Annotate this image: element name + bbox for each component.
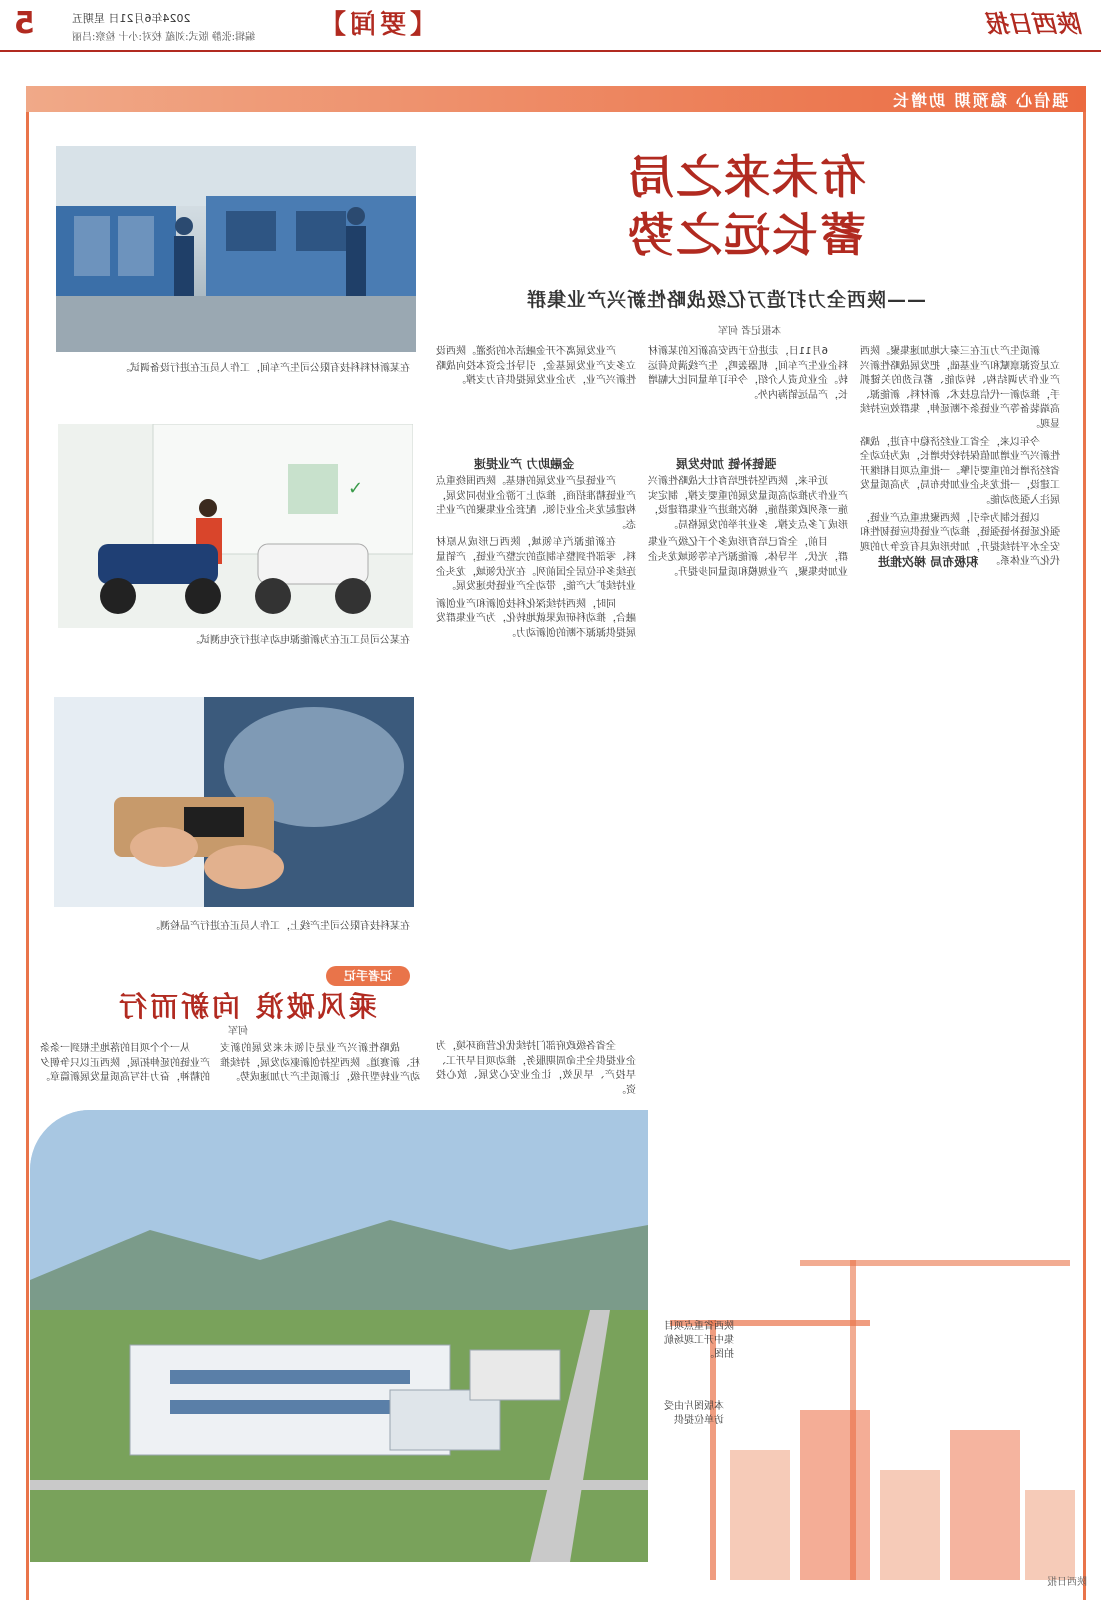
footer-label: 陕西日报: [1047, 1577, 1087, 1588]
banner-slogan: 强信心 稳预期 助增长: [890, 91, 1068, 110]
article-column-3: [436, 475, 636, 1095]
section-heading: 强链补链 加快发展: [676, 457, 777, 471]
photo-ev-charging: [58, 424, 413, 628]
frame-banner: [26, 86, 1086, 112]
page-number: 5: [14, 6, 35, 41]
article-column-4: [436, 1040, 636, 1100]
newspaper-logo: 陕西日报: [987, 9, 1083, 38]
subheadline: ——陕西全力打造万亿级战略性新兴产业集群: [526, 289, 927, 311]
headline-line-2: 蓄长远之势: [626, 208, 866, 262]
article-column-2: [648, 475, 848, 1095]
paragraph: 6月11日，走进位于西安高新区的某新材料企业生产车间，机器轰鸣，生产线满负荷运转。企业负责人介绍，今年订单量同比大幅增长，产品远销海内外。: [648, 346, 848, 401]
section-heading: 金融助力 产业提速: [474, 457, 575, 471]
commentary-tag-label: 记者手记: [344, 969, 393, 983]
commentary-column-1: [220, 1042, 420, 1102]
photo-credit: 本版图片由受访单位提供: [664, 1401, 724, 1426]
photo-caption: 陕西省重点项目集中开工现场航拍图。: [664, 1321, 734, 1360]
paragraph: 战略性新兴产业是引领未来发展的新支柱、新赛道。陕西坚持创新驱动发展，持续推动产业转型升级，让新质生产力加速成势。: [220, 1043, 420, 1084]
article-column-2-top: [648, 345, 848, 465]
photo-caption: 在某科技有限公司生产线上，工作人员正在进行产品检测。: [150, 921, 410, 932]
headline-line-1: 布未来之局: [626, 150, 866, 204]
paragraph: 今年以来，全省工业经济稳中有进，战略性新兴产业增加值保持较快增长，成为拉动全省经济增长的重要引擎。一批重点项目相继开工建设，一批龙头企业加快布局，为高质量发展注入强劲动能。: [860, 436, 1060, 506]
paragraph: 产业发展离不开金融活水的浇灌。陕西设立多支产业发展基金，引导社会资本投向战略性新兴产业，为企业发展提供有力支撑。: [436, 346, 636, 387]
paragraph: 以链长制为牵引，陕西聚焦重点产业链，强化延链补链强链，推动产业链供应链韧性和安全水平持续提升，加快形成具有竞争力的现代化产业体系。: [860, 512, 1060, 568]
date-line: 2024年6月21日 星期五: [72, 12, 191, 25]
ev-charging-illustration: [58, 424, 413, 628]
photo-caption: 在某公司员工正在为新能源电动车进行充电测试。: [190, 635, 410, 646]
editors-line: 编辑:张静 版式:刘蕴 校对:小十 检察:吕丽: [72, 32, 256, 43]
photo-workshop: [56, 146, 416, 352]
paragraph: 产业链是产业发展的根基。陕西围绕重点产业链精准招商，推动上下游企业协同发展，构建起龙头企业引领、配套企业集聚的产业生态。: [436, 476, 636, 531]
workshop-illustration: [56, 146, 416, 352]
masthead: [0, 0, 1101, 52]
paragraph: 同时，陕西持续深化科技创新和产业创新融合，推动科研成果就地转化，为产业集群发展提供源源不断的创新动力。: [436, 598, 636, 639]
headline: [626, 148, 896, 264]
photo-caption: 在某新材料科技有限公司生产车间，工作人员正在进行设备调试。: [120, 363, 410, 374]
commentary-byline: 何军: [228, 1026, 248, 1037]
paragraph: 新质生产力正在三秦大地加速集聚。陕西立足资源禀赋和产业基础，把发展战略性新兴产业作为调结构、转动能、蓄后劲的关键抓手，推动新一代信息技术、新材料、新能源、高端装备等产业链条不断延伸，集群效应持续显现。: [860, 346, 1060, 430]
paragraph: 近年来，陕西坚持把培育壮大战略性新兴产业作为推动高质量发展的重要支撑，制定实施一系列政策措施，梯次推进产业集群建设，形成了多点支撑、多业并举的发展格局。: [648, 476, 848, 531]
article-column-4-top: [436, 345, 636, 445]
section-title: 【要闻】: [316, 10, 437, 40]
photo-lab: [54, 697, 414, 907]
lab-illustration: [54, 697, 414, 907]
industrial-park-illustration: [30, 1110, 648, 1562]
paragraph: 全省各级政府部门持续优化营商环境，为企业提供全生命周期服务，推动项目早开工、早投产、早见效，让企业安心发展、放心投资。: [436, 1041, 636, 1096]
commentary-title: 乘风破浪 向新而行: [116, 990, 377, 1023]
section-heading: 积极布局 梯次推进: [878, 555, 979, 569]
svg-text:✓: ✓: [348, 478, 364, 499]
article-column-1: [860, 345, 1060, 1085]
commentary-tag: [326, 966, 410, 986]
photo-industrial-park: [30, 1110, 648, 1562]
paragraph: 从一个个项目的落地生根到一条条产业链的延伸拓展，陕西正以只争朝夕的精神，奋力书写高质量发展新篇章。: [40, 1043, 210, 1084]
article-byline: 本报记者 何军: [718, 326, 782, 337]
commentary-column-2: [40, 1042, 210, 1102]
paragraph: 目前，全省已培育形成多个千亿级产业集群，光伏、半导体、新能源汽车等领域龙头企业加快集聚，产业规模和质量同步提升。: [648, 537, 848, 578]
paragraph: 在新能源汽车领域，陕西已形成从原材料、零部件到整车制造的完整产业链，产销量连续多年位居全国前列。在光伏领域，龙头企业持续扩大产能，带动全产业链快速发展。: [436, 537, 636, 593]
